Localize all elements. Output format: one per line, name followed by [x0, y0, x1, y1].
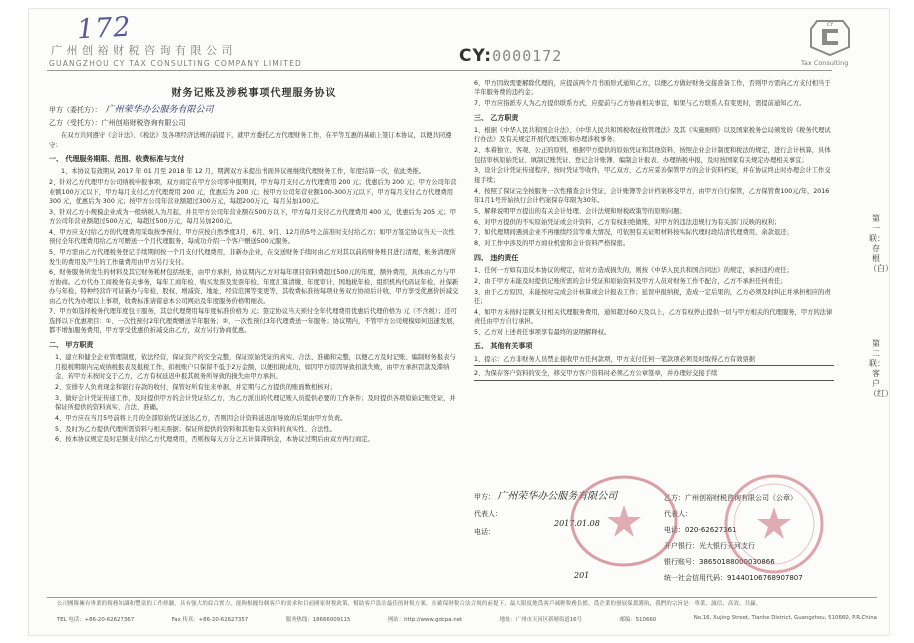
footer-address: 地址：广州市天河区新塘街道16号: [499, 617, 582, 623]
document-title: 财务记账及涉税事项代理服务协议: [171, 88, 337, 99]
clause-paragraph: 6、财务服务所发生的材料及其它财务耗材包括纸张，由甲方承担，协议期内乙方对每年项目资料费超过500元的年度，额外费用，具体由乙方与甲方协商。乙方代办工商税务有关事务，每年工商年检、购买发票及发票年检、年度汇算清缴、年度审计、国地税年检、组织机构代码证年检、社保新办与年检，特种经营许可证新办与年检、股权、增减资、地址、经营范围等变更等，其收费标准按每项业务双方协商后计收，甲方享受优惠价折减交由乙方代为办理以上事项，收费标准请留意本公司网站及年度服务价格明细表。: [49, 269, 459, 305]
side-label-stub: 第一联：存根（白）: [869, 214, 893, 273]
party-a-line: [49, 106, 459, 115]
left-column: [49, 79, 459, 446]
company-name-cn: 广州创裕财税咨询有限公司: [51, 44, 237, 57]
serial-digits: 0000172: [492, 47, 563, 65]
clause-paragraph: 3、由于乙方原因，未能按时完成会计核算或会计报表工作；延误申报纳税，造成一定后果的，乙方必须及时纠正并承担相应的责任；: [474, 288, 831, 306]
serial-number: [459, 46, 562, 66]
clause-paragraph: 1、任何一方如有违反本协议的规定，给对方造成损失的，则按《中华人民共和国合同法》的规定，承担违约责任；: [474, 267, 793, 275]
footer-tel: TEL 电话：+86-20-62627367: [57, 617, 135, 623]
party-a-name: 广州荣华办公服务有限公司: [105, 105, 214, 116]
clause-paragraph: 8、对工作中涉及的甲方商业机密和会计资料严格保密。: [474, 240, 630, 248]
party-a-phone: [474, 527, 495, 537]
clause-paragraph: 3、做好会计凭证传递工作，及时提供甲方的会计凭证给乙方，为乙方派出的代理记账人员提供必要的工作条件；及时提供各项原始记账凭证，并保证所提供的资料真实、合法、准确。: [55, 394, 456, 411]
clause-paragraph: 1、本协议有效期从 2017 年 01 月至 2018 年 12 月，期满双方未提出书面异议视继续代理财务工作，年度结算一次，依此类推。: [61, 168, 426, 176]
right-column: [474, 79, 834, 384]
date-handwritten: 2017.01.08: [554, 519, 600, 528]
section-heading: 二、 甲方职责: [49, 340, 94, 349]
clause-paragraph: 4、按照了保证完全按服务一次性稽查会计凭证，会计账簿等会计档案移交甲方，由甲方自行保管，乙方保管费100元/年，2016年1月1号开始执行会计档案保存年限为30年。: [474, 187, 830, 205]
notices: [474, 355, 834, 381]
clause-paragraph: 2、本着独立、客观、公正的原则，根据甲方提供的原始凭证和其他资料，按照企业会计制度和税法的规定，进行会计核算，具体包括审核原始凭证、填制记账凭证、登记会计账簿、编制会计报表、办理纳税申报，及时按国家有关规定办理相关事宜；: [474, 147, 831, 164]
party-b-phone: 电话：020-62627361: [664, 526, 737, 534]
side-label-customer: 第二联：客户（红）: [869, 339, 893, 398]
logo-mark: CY: [826, 22, 834, 28]
clause-paragraph: 6、甲方因故需要解除代理的，应提前两个月书面形式通知乙方，以便乙方做好财务交接准备工作，否则甲方需向乙方支付相当于半年服务费的违约金；: [474, 80, 831, 97]
clause-paragraph: 5、甲方需由乙方代理税务登记手续期间按一个月支付代理费用，非新办企业，在交送财务手续时由乙方对其以前的财务账目进行清理，帐务清理所发生的费用及产生的工作量费用由甲方另行支付。: [49, 249, 457, 266]
clause-paragraph: 4、甲方应支付给乙方的代理费用采取按季预付，甲方应按自然季度3月、6月、9月、12月的5号之前准时支付给乙方；如甲方签定协议当天一次性预付全年代理费用给乙方可赠送一个月代理服务，每成功介绍一个客户赠送500元服务。: [49, 229, 455, 246]
phone-label-a: 电话：: [474, 528, 495, 536]
section-heading: 四、 违约责任: [474, 253, 519, 262]
rep-label-a: 代表人：: [474, 510, 502, 518]
section-heading: 五、 其他有关事项: [474, 342, 533, 351]
footer-address-en: No.16, Xujing Street, Tianhe District, Guangzhou, 510660, P.R.China: [693, 615, 877, 621]
clause-paragraph: 2、由于甲方未能及时提供记账所需的会计凭证和原始资料及甲方人员对财务工作不配合，乙方不承担任何责任；: [474, 277, 787, 285]
clause-paragraph: 3、针对乙方小规模企业成为一般纳税人为月起，并且甲方公司年营业额在500万以下，甲方每月支付乙方代理费用 400 元，优惠后为 205 元；甲方公司年营业额超过500万元，每超过500万元，每月另加200元。: [49, 208, 456, 226]
clause-paragraph: 6、按本协议规定及时足额支付给乙方代理费用，否则按每天万分之五计算滞纳金，本协议过期后由双方再行商定。: [55, 436, 374, 444]
clause-paragraph: 2、安排专人负责现金和银行存款的收付，保管好所有往来单据，并定期与乙方提供的账面数相核对；: [55, 383, 337, 391]
footer-web: 网站：http://www.gdcpa.net: [387, 617, 463, 623]
notice-line: 2、为保存客户资料的安全，移交甲方客户资料时必须乙方公章签章，并办理好交接手续: [474, 369, 834, 380]
right-sections: [474, 114, 834, 352]
intro-paragraph: 在双方共同遵守《会计法》、《税法》及各项经济法规的前提下，就甲方委托乙方代理财务工作，在平等互惠的基础上签订本协议，以便共同遵守：: [49, 132, 452, 149]
handwritten-number: 172: [76, 11, 133, 46]
party-b-account: 银行账号：38650188000030866: [664, 558, 775, 566]
party-a-rep: [474, 509, 502, 519]
clause-paragraph: 5、解释说明甲方提出的有关会计处理、会计法规和财税政策等的原则问题；: [474, 207, 686, 215]
party-a-stamp-icon: [564, 471, 684, 571]
footer-hotline: 服务热线：18666009115: [285, 617, 351, 623]
logo-caption: Tax Consulting: [801, 59, 849, 67]
party-b-bank: 开户银行：光大银行天河支行: [664, 542, 755, 550]
clause-paragraph: 1、建立和健全企业管理制度，依法经营，保证资产的安全完整，保证原始凭证的真实、合法、准确和完整，以便乙方及时记账、编制财务报表与月报税期限内完成纳税报表及报税工作，扣税账户只保留不低于2万金额，以便扣税成功，如因甲方原因导致扣款失败，由甲方承担罚款及滞纳金，若甲方未按时交于乙方，乙方有权延迟申报其税务所导致的损失由甲方承担。: [55, 354, 456, 380]
party-b-name: 广州创裕财税咨询有限公司: [101, 118, 186, 127]
party-b-line: [49, 119, 459, 128]
party-b-label: 乙方（受托方）：: [49, 118, 102, 127]
clause-paragraph: 3、设计会计凭证传递程序，按时凭证等收件，甲乙双方，乙方应妥善保管甲方的会计资料档案，并在协议终止时办理会计工作交接手续；: [474, 167, 831, 184]
right-top-paragraphs: [474, 79, 834, 109]
header-divider: [47, 70, 832, 71]
year-handwritten: 201: [574, 571, 590, 580]
notice-line: 1、提示：乙方非财务人员禁止接收甲方任何款项，甲方支付任何一笔款项必须及时取得乙方有效票据: [474, 355, 834, 366]
clause-paragraph: 1、根据《中华人民共和国会计法》、《中华人民共和国税收征收管理法》及其《实施细则》以及国家税务总局颁发的《税务代理试行办法》及有关规定开展代理记账和办理涉税事务；: [474, 127, 831, 144]
party-b-rep: 代表人：: [664, 510, 692, 518]
footer-slogan: 公司團隊擁有專業的稅務知識和豐富的工作經驗，具有強大的綜合實力，能夠根據每個客戶的需求和目前國家財稅政策，幫助客戶設計最佳的財稅方案，在確保財稅合法合規的前提下，最大限度地爲客戶減輕稅務負擔，爲企業的發展保駕護航，我們的宗旨是：專業、誠信、高效、共贏。: [57, 601, 762, 607]
clause-paragraph: 7、如代理期间遇到企业不再继续经营等重大情况，可依照有关证明材料按实际代理时段结清代理费用，余款退还；: [474, 229, 793, 237]
clause-paragraph: 4、如甲方未按时足额支付相关代理服务费用，通知超过60天及以上，乙方有权停止提供一切与甲方相关的代理服务，甲方的法律责任由甲方自行承担。: [474, 308, 833, 326]
clause-paragraph: 5、乙方对上述责任事项享有最终的说明解释权。: [474, 329, 611, 337]
party-b-tax-id: 统一社会信用代码：91440106768907807: [664, 574, 803, 582]
party-b-sign: 乙方：广州创裕财税咨询有限公司（公章）: [664, 494, 797, 502]
party-a-label: 甲方（委托方）：: [49, 106, 102, 115]
clause-paragraph: 6、对甲方提供的不实原始凭证或会计资料，乙方有权拒绝做账，对甲方的违法违规行为有关部门反映的权利；: [474, 218, 781, 226]
handwritten-year: [574, 571, 589, 580]
section-heading: 三、 乙方职责: [474, 113, 519, 122]
clause-paragraph: 2、针对乙方代理甲方公司纳税申报事项，双方商定在甲方公司零申报期间，甲方每月支付乙方代理费用 200 元；优惠后为 200 元；甲方公司年营业额100万元以下，甲方每月支付乙方代理费用 200 元，优惠后为 200 元；按甲方公司年营业额100-300万元以下，甲方每月支付乙方代理费用 300 元，优惠后为 300 元；按甲方公司年营业额超过300万元，每超200万元，每月另加100元。: [49, 179, 457, 206]
clause-paragraph: 7、甲方应指派专人为乙方提供联系方式，应提前与乙方协商相关事宜，如果与乙方联系人有变更时，需提前通知乙方。: [474, 100, 806, 108]
footer-divider: [47, 597, 877, 598]
left-sections: [49, 155, 459, 445]
footer-fax: Fax 传真：+86-20-62627357: [171, 617, 249, 623]
cy-logo-icon: [805, 17, 855, 57]
party-b-stamp-icon: [719, 469, 829, 579]
agreement-document: [28, 8, 893, 636]
footer-postcode: 邮编：510660: [619, 617, 657, 623]
clause-paragraph: 7、甲方如选择税务代理年度包干服务，其总代理费用每年度标准价格为 元；签定协议当天预付全年代理费用优惠后代理价格为 元（不含税）；还可选择以下优惠项目：①、一次性预付2年代理费赠送半年服务；②、一次性预付3年代理费送一年服务；协议期内，不管甲方公司规模如何迅速发展，都不增加服务费用，甲方享受优惠价折减交由乙方，双方另行协商优惠。: [49, 308, 459, 335]
company-name-en: GUANGZHOU CY TAX CONSULTING COMPANY LIMITED: [49, 59, 303, 68]
section-heading: 一、 代理服务期限、范围、收费标准与支付: [49, 155, 185, 164]
party-a-handwritten-signature: 广州荣华办公服务有限公司: [497, 491, 618, 502]
serial-prefix: CY:: [459, 46, 493, 66]
party-a-sign-label: 甲方：: [474, 493, 495, 501]
clause-paragraph: 5、及时为乙方提供代理所需资料与相关票据；保证所提供的资料和其他有关资料的真实性、合法性。: [55, 425, 337, 433]
signature-area: [474, 479, 834, 594]
clause-paragraph: 4、甲方应在当月5号前将上月的全部原始凭证送达乙方，否则因会计资料延迟而导致的后果由甲方负责。: [55, 414, 347, 422]
footer-contact: [57, 615, 877, 623]
